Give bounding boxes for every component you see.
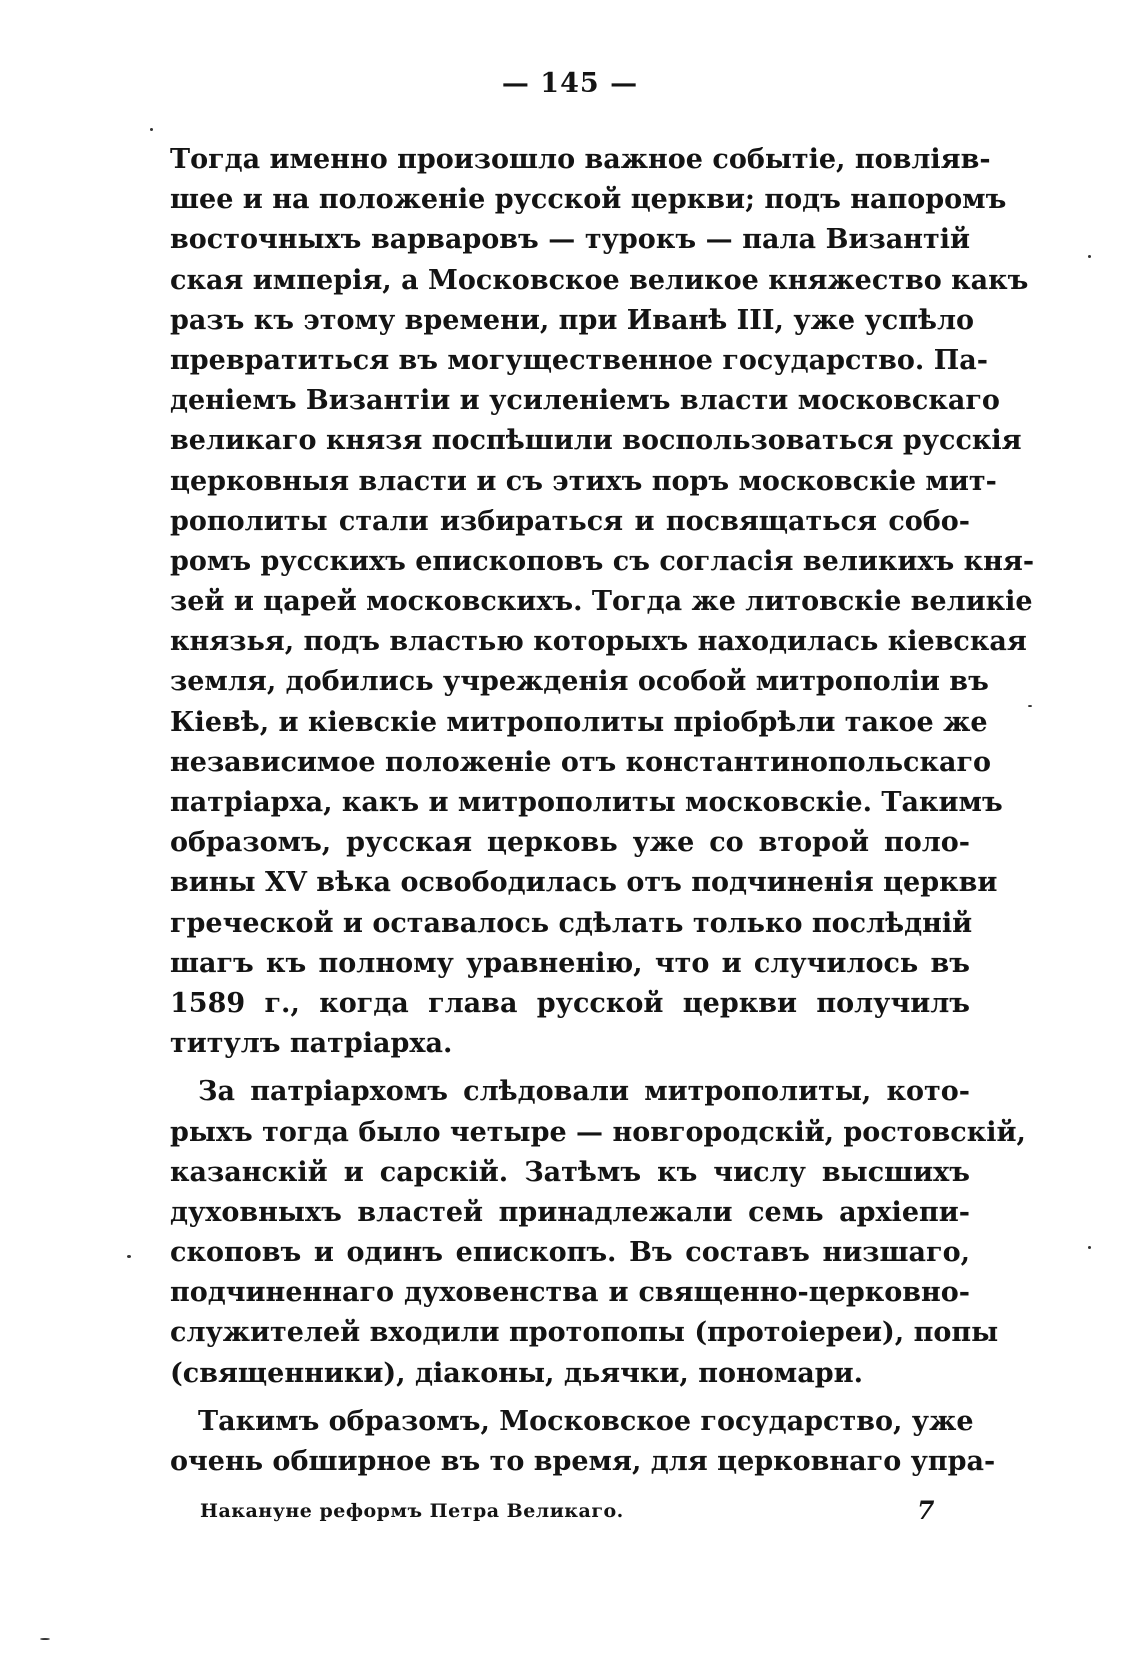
body-text <box>170 140 1035 1482</box>
text-line: шее и на положеніе русской церкви; подъ напоромъ <box>170 184 1007 216</box>
signature-mark: 7 <box>917 1496 935 1525</box>
text-line: скоповъ и одинъ епископъ. Въ составъ низшаго, <box>170 1237 970 1269</box>
text-line: Такимъ образомъ, Московское государство, уже <box>198 1405 974 1437</box>
text-line: 1589 г., когда глава русской церкви получилъ <box>170 987 970 1019</box>
text-line: зей и царей московскихъ. Тогда же литовскіе великіе <box>170 586 1033 618</box>
text-line: ская имперія, а Московское великое княжество какъ <box>170 264 1029 296</box>
text-line: церковныя власти и съ этихъ поръ московскіе мит- <box>170 465 997 497</box>
text-line: подчиненнаго духовенства и священно-церковно- <box>170 1277 970 1309</box>
text-line: (священники), діаконы, дьячки, пономари. <box>170 1357 863 1389</box>
scan-speck <box>127 1255 131 1258</box>
scan-speck <box>1088 1246 1091 1249</box>
text-line: вины XV вѣка освободилась отъ подчиненія церкви <box>170 867 998 899</box>
text-line: шагъ къ полному уравненію, что и случилось въ <box>170 947 970 979</box>
text-line: рополиты стали избираться и посвящаться собо- <box>170 505 970 537</box>
text-line: греческой и оставалось сдѣлать только послѣдній <box>170 907 973 939</box>
text-line: князья, подъ властью которыхъ находилась кіевская <box>170 626 1027 658</box>
scan-speck <box>40 1638 50 1640</box>
text-line: казанскій и сарскій. Затѣмъ къ числу высшихъ <box>170 1156 970 1188</box>
paragraph <box>170 1072 1026 1394</box>
text-line: деніемъ Византіи и усиленіемъ власти московскаго <box>170 385 1000 417</box>
text-line: За патріархомъ слѣдовали митрополиты, кото- <box>198 1076 970 1108</box>
text-line: образомъ, русская церковь уже со второй поло- <box>170 827 970 859</box>
paragraph <box>170 1402 996 1482</box>
text-line: восточныхъ варваровъ — турокъ — пала Византій <box>170 224 970 256</box>
text-line: служителей входили протопопы (протоіереи), попы <box>170 1317 999 1349</box>
scan-speck <box>1028 705 1032 707</box>
text-line: Тогда именно произошло важное событіе, повліяв- <box>170 144 991 175</box>
text-line: ромъ русскихъ епископовъ съ согласія великихъ кня- <box>170 545 1035 577</box>
text-line: титулъ патріарха. <box>170 1028 453 1060</box>
footer-running-title: Накануне реформъ Петра Великаго. <box>200 1500 624 1522</box>
text-line: рыхъ тогда было четыре — новгородскій, ростовскій, <box>170 1116 1026 1148</box>
text-line: земля, добились учрежденія особой митрополіи въ <box>170 666 989 698</box>
paragraph <box>170 140 1035 1064</box>
text-line: превратиться въ могущественное государство. Па- <box>170 344 988 376</box>
scan-speck <box>150 128 153 131</box>
text-line: патріарха, какъ и митрополиты московскіе. Такимъ <box>170 787 1003 818</box>
text-line: великаго князя поспѣшили воспользоваться русскія <box>170 425 1022 457</box>
page-number: — 145 — <box>501 68 639 99</box>
scan-speck <box>1088 255 1091 258</box>
text-line: очень обширное въ то время, для церковнаго упра- <box>170 1446 996 1477</box>
text-line: Кіевѣ, и кіевскіе митрополиты пріобрѣли такое же <box>170 706 988 738</box>
text-line: независимое положеніе отъ константинопольскаго <box>170 746 992 778</box>
text-line: духовныхъ властей принадлежали семь архіепи- <box>170 1196 970 1228</box>
text-line: разъ къ этому времени, при Иванѣ III, уже успѣло <box>170 304 974 336</box>
